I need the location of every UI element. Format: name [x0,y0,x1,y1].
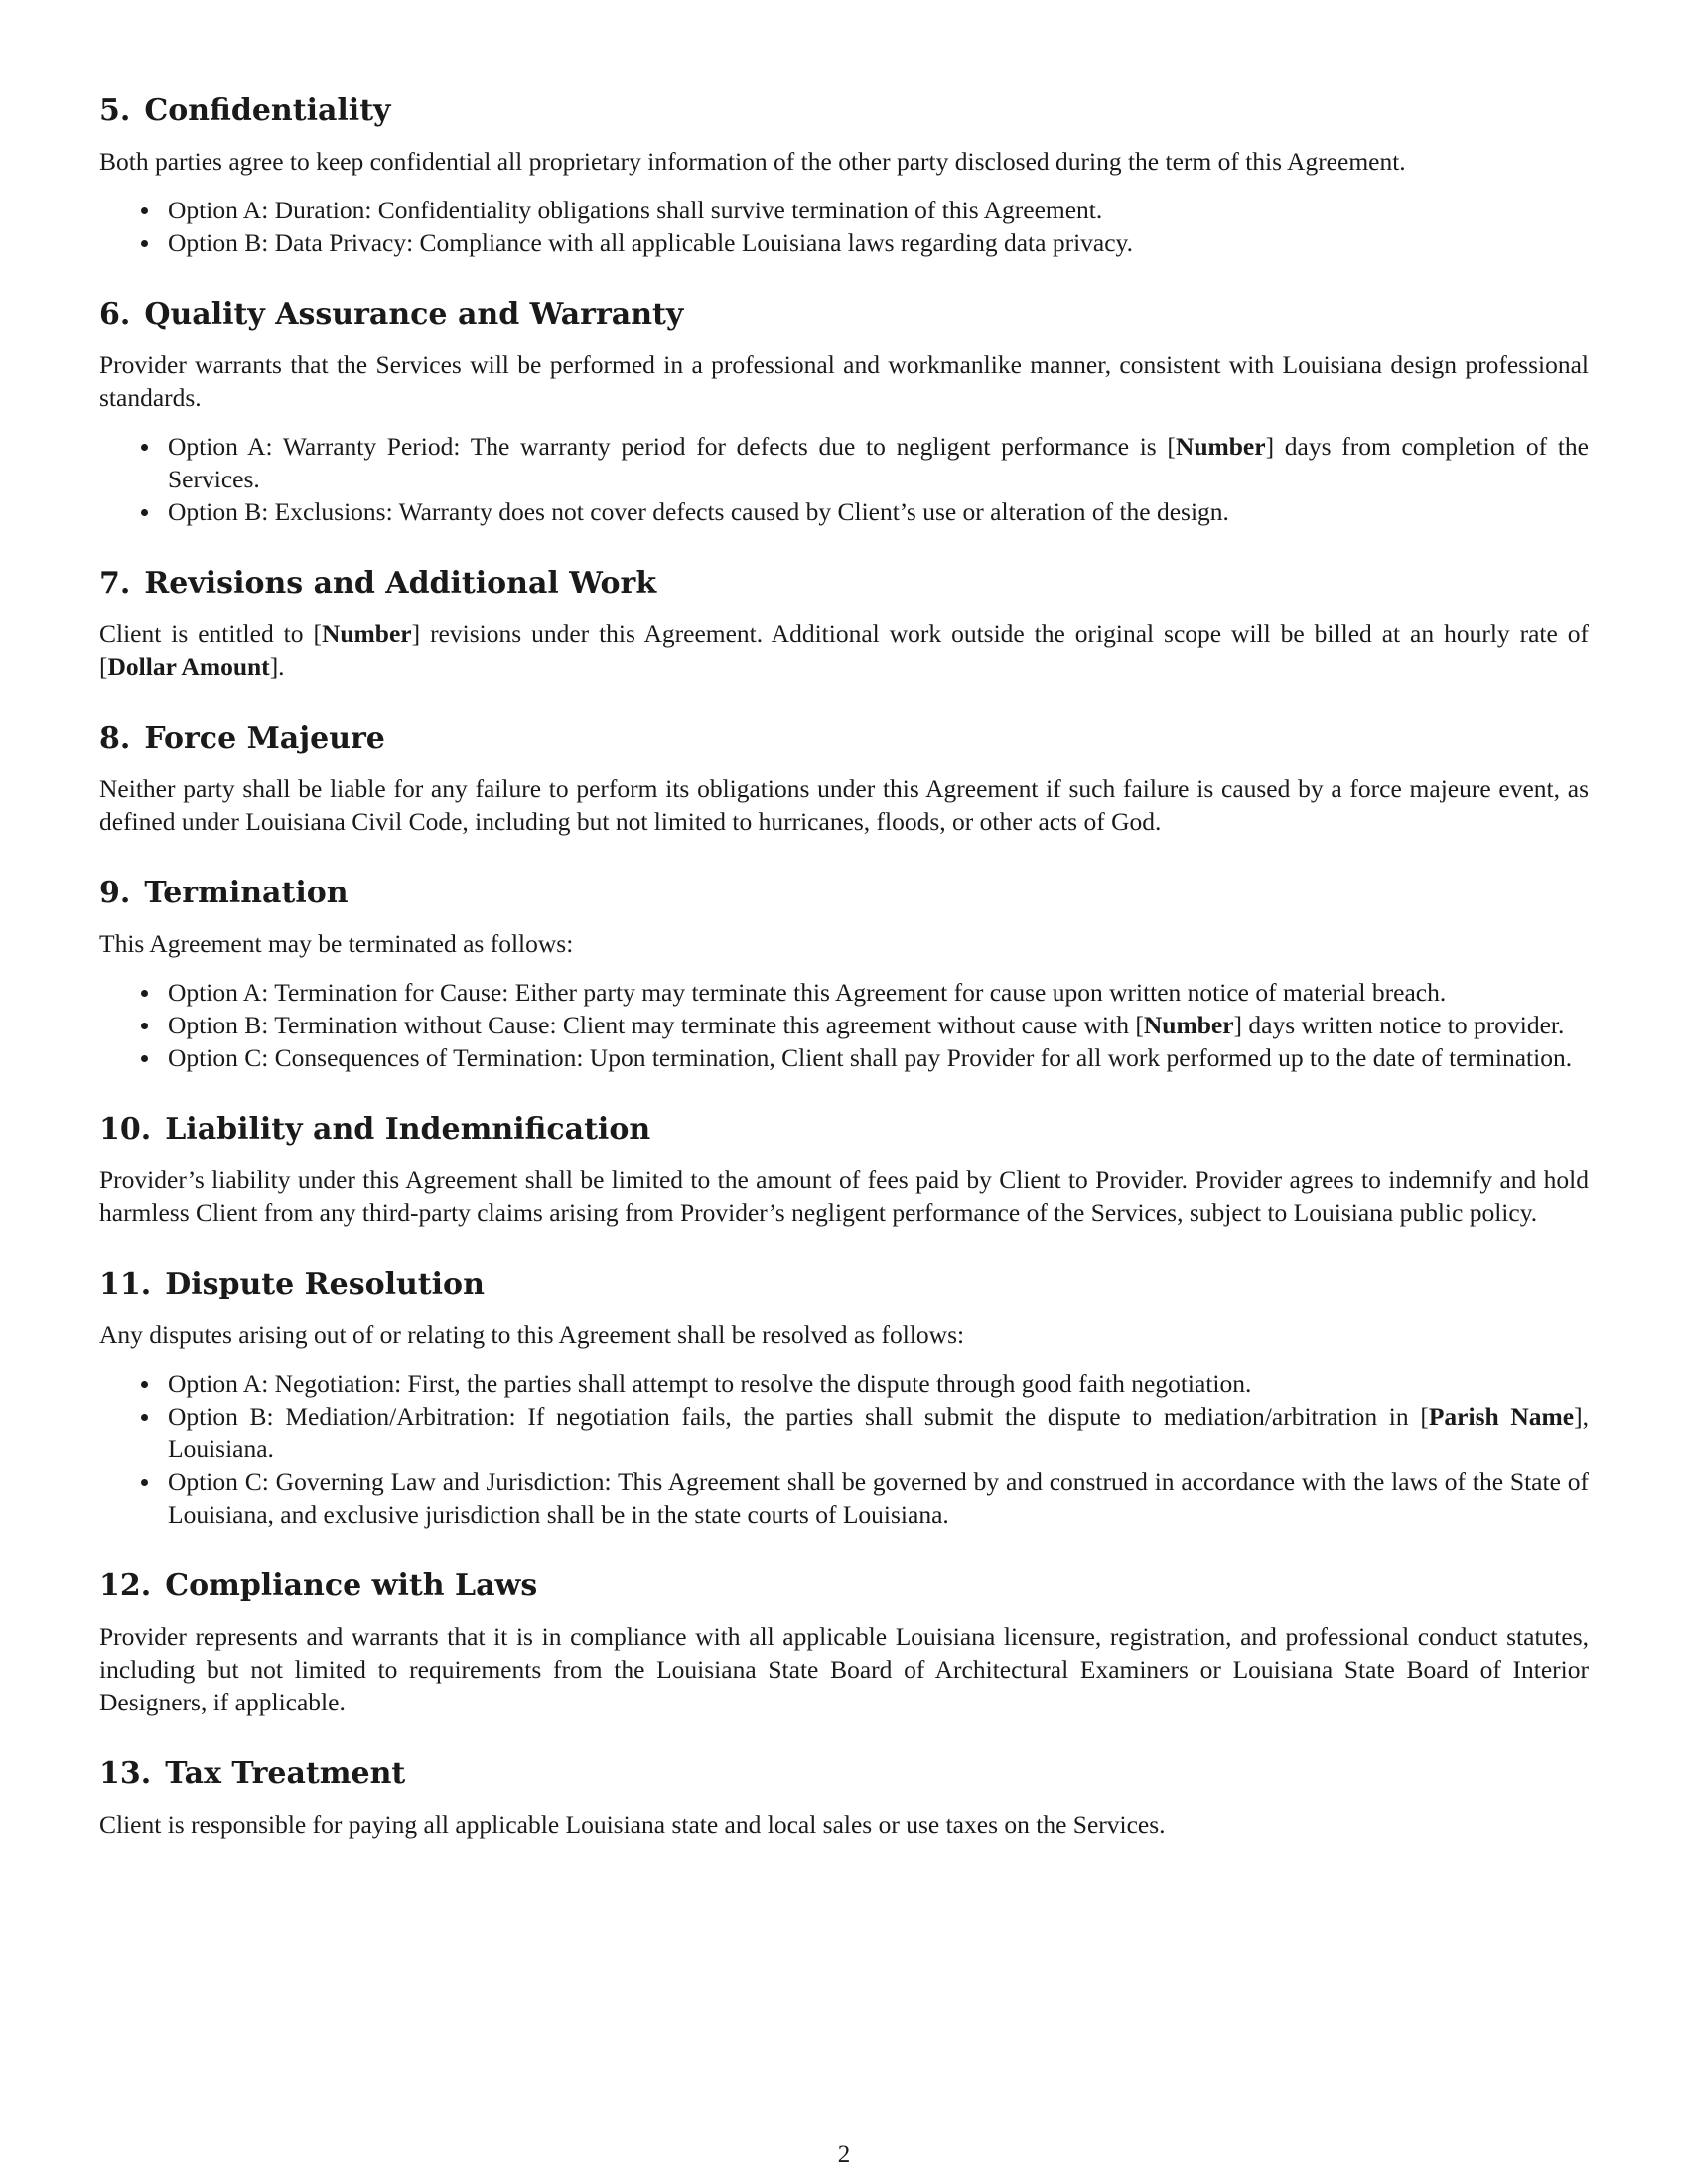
section-title: Tax Treatment [165,1756,406,1791]
option-text: Option B: Termination without Cause: Client may terminate this agreement without cause with [ [168,1011,1144,1039]
section-title: Liability and Indemnification [165,1112,651,1147]
page-number: 2 [837,2141,851,2168]
option-item: Option A: Termination for Cause: Either party may terminate this Agreement for cause upon written notice of material breach. [168,976,1589,1009]
option-list [99,1367,1589,1531]
section-number: 12. [99,1569,152,1603]
option-list [99,976,1589,1074]
placeholder-field: Parish Name [1428,1402,1575,1431]
section-heading [99,1567,1589,1606]
placeholder-field: Dollar Amount [107,652,270,681]
option-item: Option B: Data Privacy: Compliance with all applicable Louisiana laws regarding data privacy. [168,226,1589,259]
section-body: Both parties agree to keep confidential all proprietary information of the other party disclosed during the term of this Agreement. [99,147,1406,176]
section-title: Quality Assurance and Warranty [144,297,684,332]
section-title: Force Majeure [144,721,385,755]
section-body: Provider warrants that the Services will be performed in a professional and workmanlike manner, consistent with Louisiana design professional standards. [99,350,1589,412]
option-item: Option A: Negotiation: First, the parties shall attempt to resolve the dispute through good faith negotiation. [168,1367,1589,1400]
section-title: Compliance with Laws [165,1569,538,1603]
body-text: ]. [269,652,285,681]
section-heading [99,295,1589,335]
option-list [99,430,1589,528]
section-confidentiality [99,91,1589,259]
section-body: Neither party shall be liable for any failure to perform its obligations under this Agreement if such failure is caused by a force majeure event, as defined under Louisiana Civil Code, including but not limited to hurricanes, floods, or other acts of God. [99,774,1589,836]
section-number: 7. [99,566,131,601]
section-heading [99,91,1589,131]
section-number: 6. [99,297,131,332]
section-liability [99,1110,1589,1229]
body-text: ] revisions under this Agreement. Additional work outside the original scope will be billed at an hourly rate of [ [99,619,1590,681]
section-heading [99,719,1589,758]
section-number: 10. [99,1112,152,1147]
section-title: Termination [144,876,349,910]
placeholder-field: Number [321,619,412,648]
section-termination [99,874,1589,1074]
section-body: This Agreement may be terminated as follows: [99,929,574,958]
option-item: Option C: Consequences of Termination: Upon termination, Client shall pay Provider for all work performed up to the date of termination. [168,1041,1589,1074]
section-heading [99,564,1589,604]
option-text: ], Louisiana. [168,1402,1589,1463]
section-number: 11. [99,1267,152,1301]
section-heading [99,1110,1589,1150]
document-page [99,91,1589,1876]
section-tax-treatment [99,1754,1589,1841]
section-title: Revisions and Additional Work [144,566,657,601]
section-dispute-resolution [99,1265,1589,1531]
section-body [99,617,1589,683]
section-revisions [99,564,1589,683]
section-force-majeure [99,719,1589,838]
section-quality-assurance [99,295,1589,528]
section-body: Client is responsible for paying all applicable Louisiana state and local sales or use taxes on the Services. [99,1810,1166,1839]
section-title: Confidentiality [144,93,391,128]
option-item: Option C: Governing Law and Jurisdiction: This Agreement shall be governed by and construed in accordance with the laws of the State of Louisiana, and exclusive jurisdiction shall be in the state courts of Louisiana. [168,1467,1589,1529]
option-item [168,1400,1589,1465]
placeholder-field: Number [1143,1011,1234,1039]
section-compliance [99,1567,1589,1718]
section-heading [99,1754,1589,1794]
section-heading [99,1265,1589,1304]
body-text: Client is entitled to [ [99,619,322,648]
option-item [168,1009,1589,1041]
section-body: Provider’s liability under this Agreement shall be limited to the amount of fees paid by Client to Provider. Provider agrees to indemnify and hold harmless Client from any third-party claims arising from Provider’s negligent performance of the Services, subject to Louisiana public policy. [99,1165,1589,1227]
placeholder-field: Number [1175,432,1266,461]
option-text: ] days from completion of the Services. [168,432,1589,493]
option-text: Option A: Warranty Period: The warranty period for defects due to negligent performance is [ [168,432,1176,461]
section-body: Any disputes arising out of or relating to this Agreement shall be resolved as follows: [99,1320,965,1349]
section-number: 13. [99,1756,152,1791]
section-title: Dispute Resolution [165,1267,485,1301]
section-number: 8. [99,721,131,755]
option-item: Option B: Exclusions: Warranty does not cover defects caused by Client’s use or alteration of the design. [168,495,1589,528]
section-number: 9. [99,876,131,910]
option-list [99,194,1589,259]
option-text: Option B: Mediation/Arbitration: If negotiation fails, the parties shall submit the dispute to mediation/arbitration in [ [168,1402,1429,1431]
option-text: ] days written notice to provider. [1233,1011,1565,1039]
option-item: Option A: Duration: Confidentiality obligations shall survive termination of this Agreement. [168,194,1589,226]
section-number: 5. [99,93,131,128]
section-body: Provider represents and warrants that it is in compliance with all applicable Louisiana licensure, registration, and professional conduct statutes, including but not limited to requirements from the Louisiana State Board of Architectural Examiners or Louisiana State Board of Interior Designers, if applicable. [99,1622,1589,1716]
section-heading [99,874,1589,913]
option-item [168,430,1589,495]
